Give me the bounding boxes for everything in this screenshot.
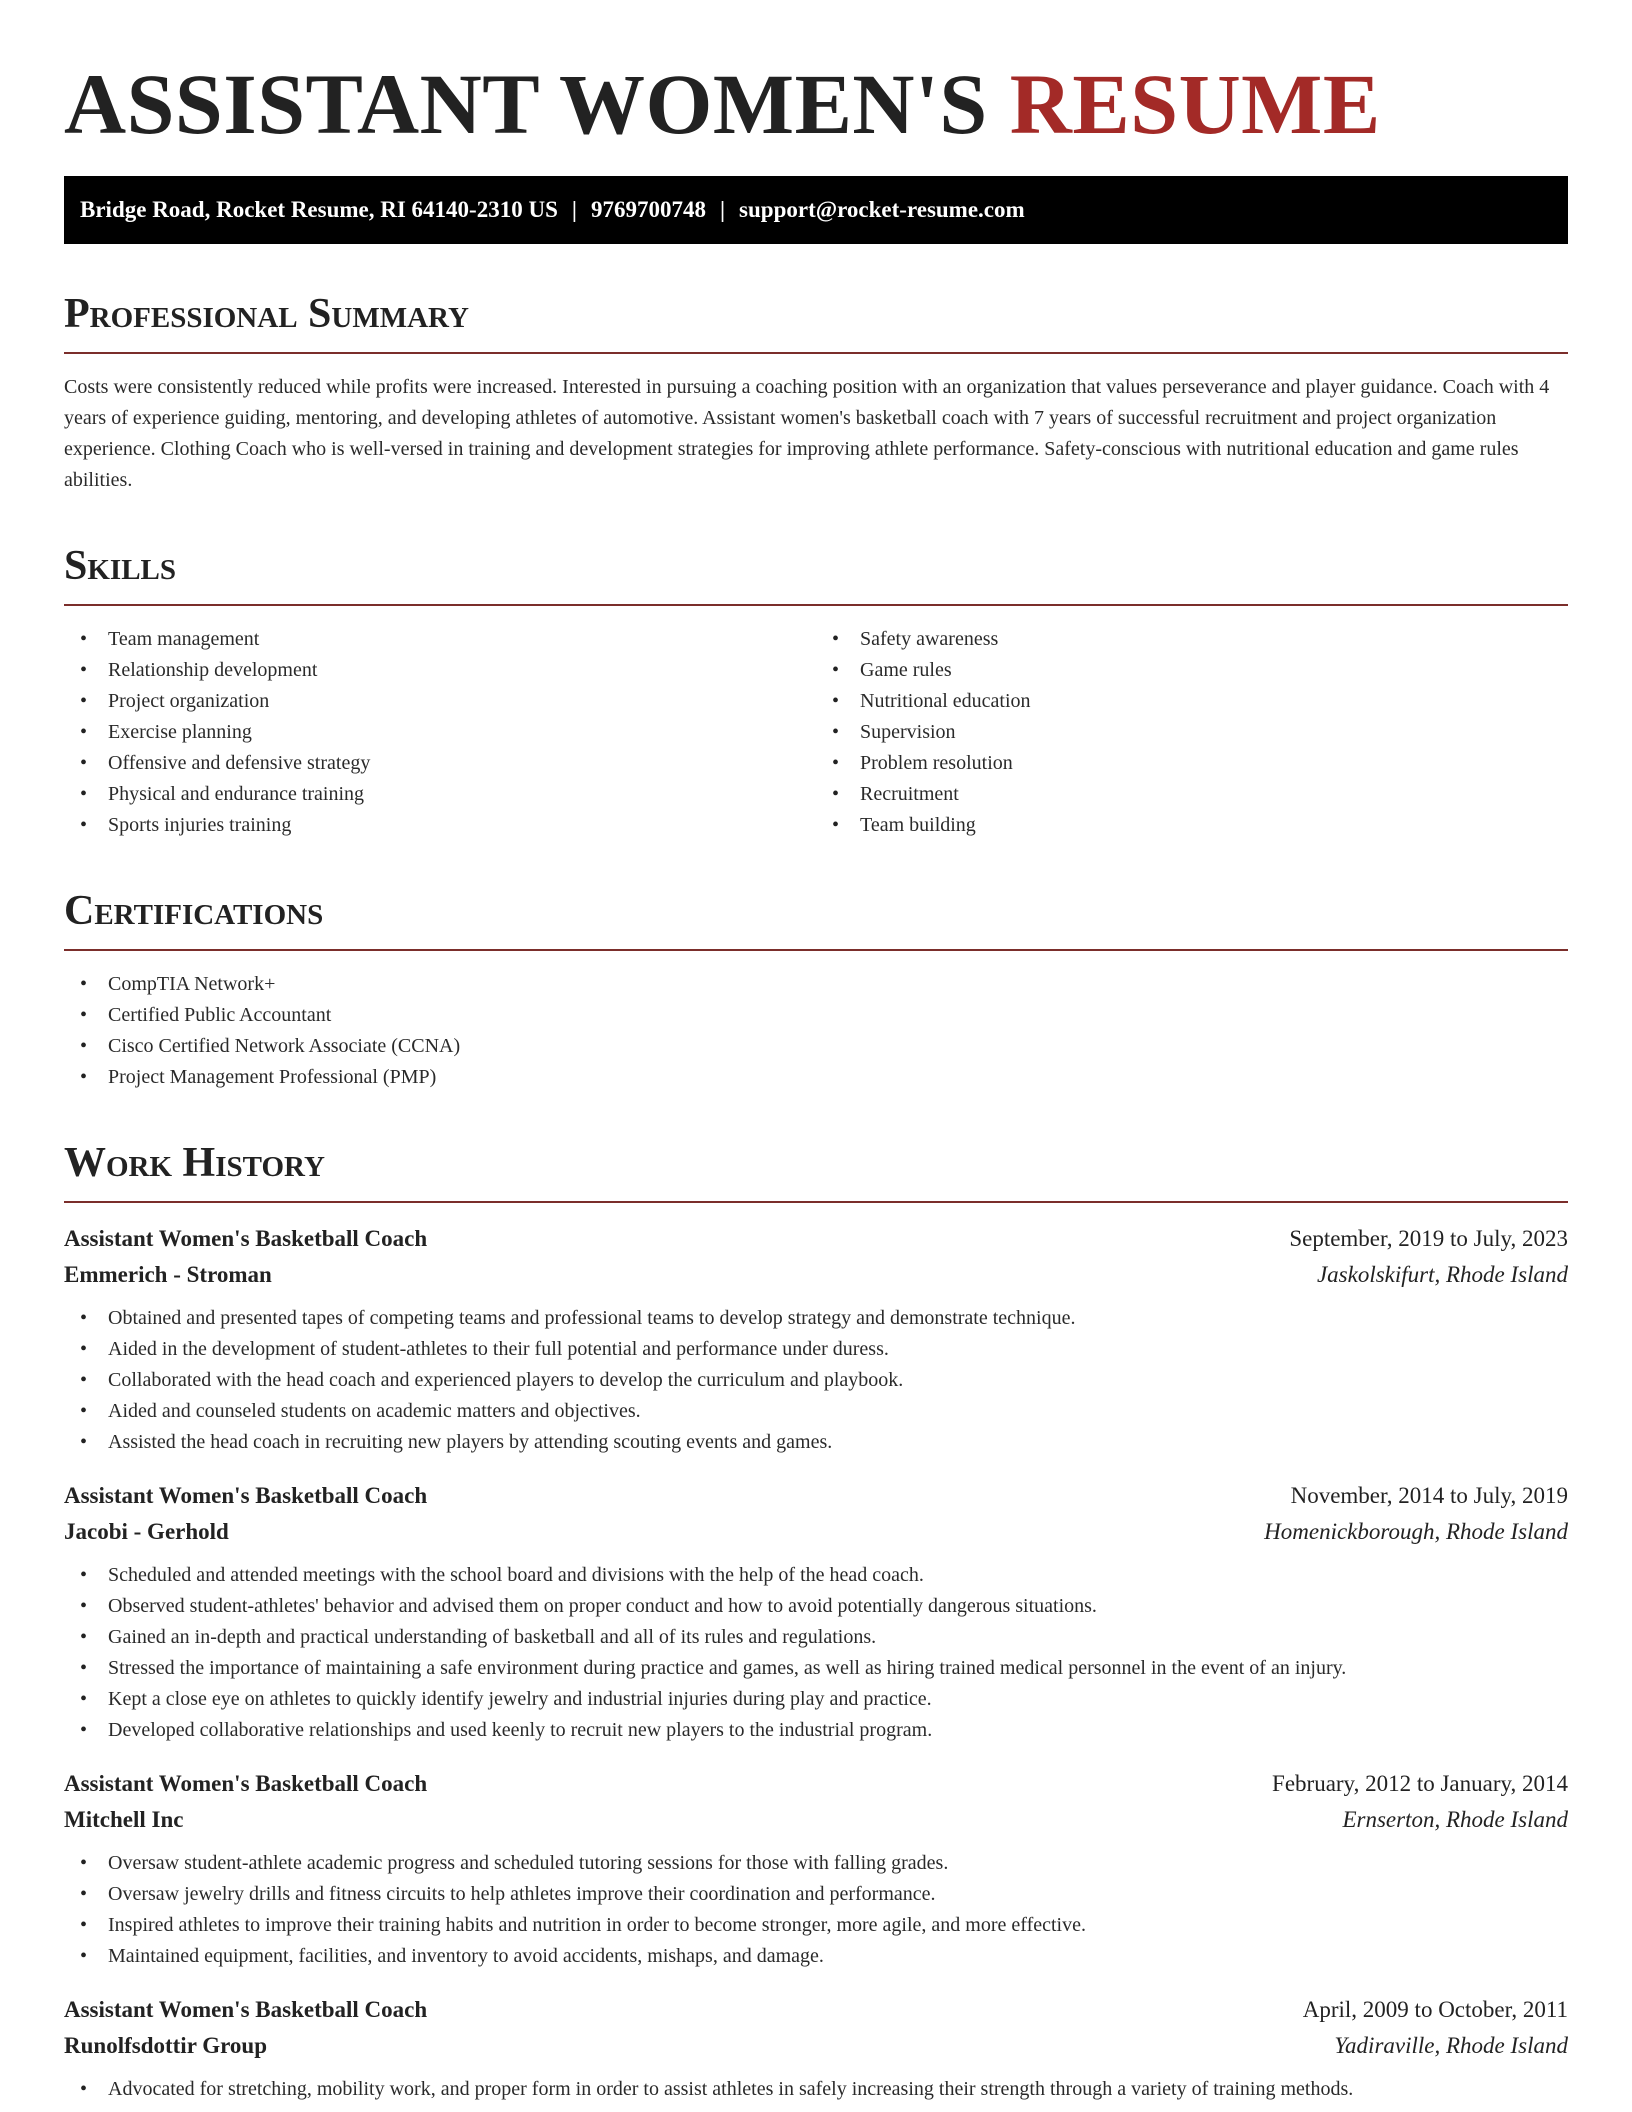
skill-item: • Physical and endurance training — [64, 779, 816, 810]
certification-item: • CompTIA Network+ — [64, 969, 1568, 1000]
job-bullet: • Collaborated with the head coach and experienced players to develop the curriculum and playbook. — [64, 1365, 1568, 1396]
job-location: Homenickborough, Rhode Island — [1264, 1519, 1568, 1544]
skills-section — [64, 540, 1568, 841]
contact-address: Bridge Road, Rocket Resume, RI 64140-2310 US — [80, 197, 558, 222]
job-dates: February, 2012 to January, 2014 — [1272, 1771, 1568, 1796]
resume-title — [64, 0, 1568, 152]
job-title: Assistant Women's Basketball Coach — [64, 1483, 428, 1508]
job-title: Assistant Women's Basketball Coach — [64, 1226, 428, 1251]
section-title-certifications: Certifications — [64, 885, 1568, 951]
section-title-work-history: Work History — [64, 1137, 1568, 1203]
contact-separator: | — [571, 197, 577, 222]
skills-list-right — [816, 624, 1568, 841]
job-location: Yadiraville, Rhode Island — [1334, 2033, 1568, 2058]
professional-summary-section — [64, 288, 1568, 496]
job-title: Assistant Women's Basketball Coach — [64, 1997, 428, 2022]
job-company: Jacobi - Gerhold — [64, 1519, 229, 1544]
job-entry — [64, 1766, 1568, 1972]
skill-item: • Problem resolution — [816, 748, 1568, 779]
job-entry — [64, 1221, 1568, 1458]
job-dates: November, 2014 to July, 2019 — [1290, 1483, 1568, 1508]
certification-item: • Cisco Certified Network Associate (CCNA) — [64, 1031, 1568, 1062]
skill-item: • Project organization — [64, 686, 816, 717]
job-bullet: • Inspired athletes to improve their training habits and nutrition in order to become stronger, more agile, and more effective. — [64, 1910, 1568, 1941]
contact-email: support@rocket-resume.com — [739, 197, 1025, 222]
job-bullets — [64, 1560, 1568, 1746]
contact-separator: | — [719, 197, 726, 222]
job-bullet: • Oversaw student-athlete academic progress and scheduled tutoring sessions for those with falling grades. — [64, 1848, 1568, 1879]
job-bullet: • Gained an in-depth and practical understanding of basketball and all of its rules and regulations. — [64, 1622, 1568, 1653]
skill-item: • Sports injuries training — [64, 810, 816, 841]
skill-item: • Team building — [816, 810, 1568, 841]
job-entry — [64, 1478, 1568, 1746]
section-title-skills: Skills — [64, 540, 1568, 606]
contact-bar — [64, 176, 1568, 244]
job-location: Jaskolskifurt, Rhode Island — [1316, 1262, 1568, 1287]
job-bullet: • Kept a close eye on athletes to quickly identify jewelry and industrial injuries during play and practice. — [64, 1684, 1568, 1715]
job-bullet: • Developed collaborative relationships and used keenly to recruit new players to the industrial program. — [64, 1715, 1568, 1746]
job-bullet: • Aided in the development of student-athletes to their full potential and performance under duress. — [64, 1334, 1568, 1365]
job-dates: April, 2009 to October, 2011 — [1302, 1997, 1568, 2022]
job-bullet: • Oversaw jewelry drills and fitness circuits to help athletes improve their coordination and performance. — [64, 1879, 1568, 1910]
skills-list-left — [64, 624, 816, 841]
summary-text: Costs were consistently reduced while profits were increased. Interested in pursuing a coaching position with an organization that values perseverance and player guidance. Coach with 4 years of experience guiding, mentoring, and developing athletes of automotive. Assistant women's basketball coach with 7 years of successful recruitment and project organization experience. Clothing Coach who is well-versed in training and development strategies for improving athlete performance. Safety-conscious with nutritional education and game rules abilities. — [64, 376, 1550, 491]
job-bullet: • Assisted the head coach in recruiting new players by attending scouting events and games. — [64, 1427, 1568, 1458]
job-bullet: • Obtained and presented tapes of competing teams and professional teams to develop strategy and demonstrate technique. — [64, 1303, 1568, 1334]
skill-item: • Offensive and defensive strategy — [64, 748, 816, 779]
certifications-section — [64, 885, 1568, 1093]
title-accent: RESUME — [1009, 56, 1381, 152]
job-bullet: • Advocated for stretching, mobility work, and proper form in order to assist athletes in safely increasing their strength through a variety of training methods. — [64, 2074, 1568, 2105]
certifications-list — [64, 969, 1568, 1093]
section-title-summary: Professional Summary — [64, 288, 1568, 354]
certification-item: • Certified Public Accountant — [64, 1000, 1568, 1031]
job-bullet: • Aided and counseled students on academic matters and objectives. — [64, 1396, 1568, 1427]
contact-phone: 9769700748 — [590, 197, 706, 222]
job-company: Mitchell Inc — [64, 1807, 184, 1832]
job-bullet: • Observed student-athletes' behavior and advised them on proper conduct and how to avoid potentially dangerous situations. — [64, 1591, 1568, 1622]
title-main: ASSISTANT WOMEN'S — [64, 56, 988, 152]
skill-item: • Exercise planning — [64, 717, 816, 748]
skill-item: • Game rules — [816, 655, 1568, 686]
job-bullet: • Scheduled and attended meetings with the school board and divisions with the help of the head coach. — [64, 1560, 1568, 1591]
skill-item: • Safety awareness — [816, 624, 1568, 655]
skill-item: • Nutritional education — [816, 686, 1568, 717]
job-entry — [64, 1992, 1568, 2105]
job-location: Ernserton, Rhode Island — [1342, 1807, 1568, 1832]
job-company: Emmerich - Stroman — [64, 1262, 272, 1287]
job-bullet: • Maintained equipment, facilities, and inventory to avoid accidents, mishaps, and damage. — [64, 1941, 1568, 1972]
skill-item: • Team management — [64, 624, 816, 655]
certification-item: • Project Management Professional (PMP) — [64, 1062, 1568, 1093]
job-bullets — [64, 2074, 1568, 2105]
job-bullets — [64, 1303, 1568, 1458]
skill-item: • Supervision — [816, 717, 1568, 748]
job-dates: September, 2019 to July, 2023 — [1289, 1226, 1568, 1251]
job-company: Runolfsdottir Group — [64, 2033, 268, 2058]
work-history-section — [64, 1137, 1568, 2105]
skill-item: • Recruitment — [816, 779, 1568, 810]
job-bullets — [64, 1848, 1568, 1972]
skill-item: • Relationship development — [64, 655, 816, 686]
job-title: Assistant Women's Basketball Coach — [64, 1771, 428, 1796]
job-bullet: • Stressed the importance of maintaining a safe environment during practice and games, as well as hiring trained medical personnel in the event of an injury. — [64, 1653, 1568, 1684]
